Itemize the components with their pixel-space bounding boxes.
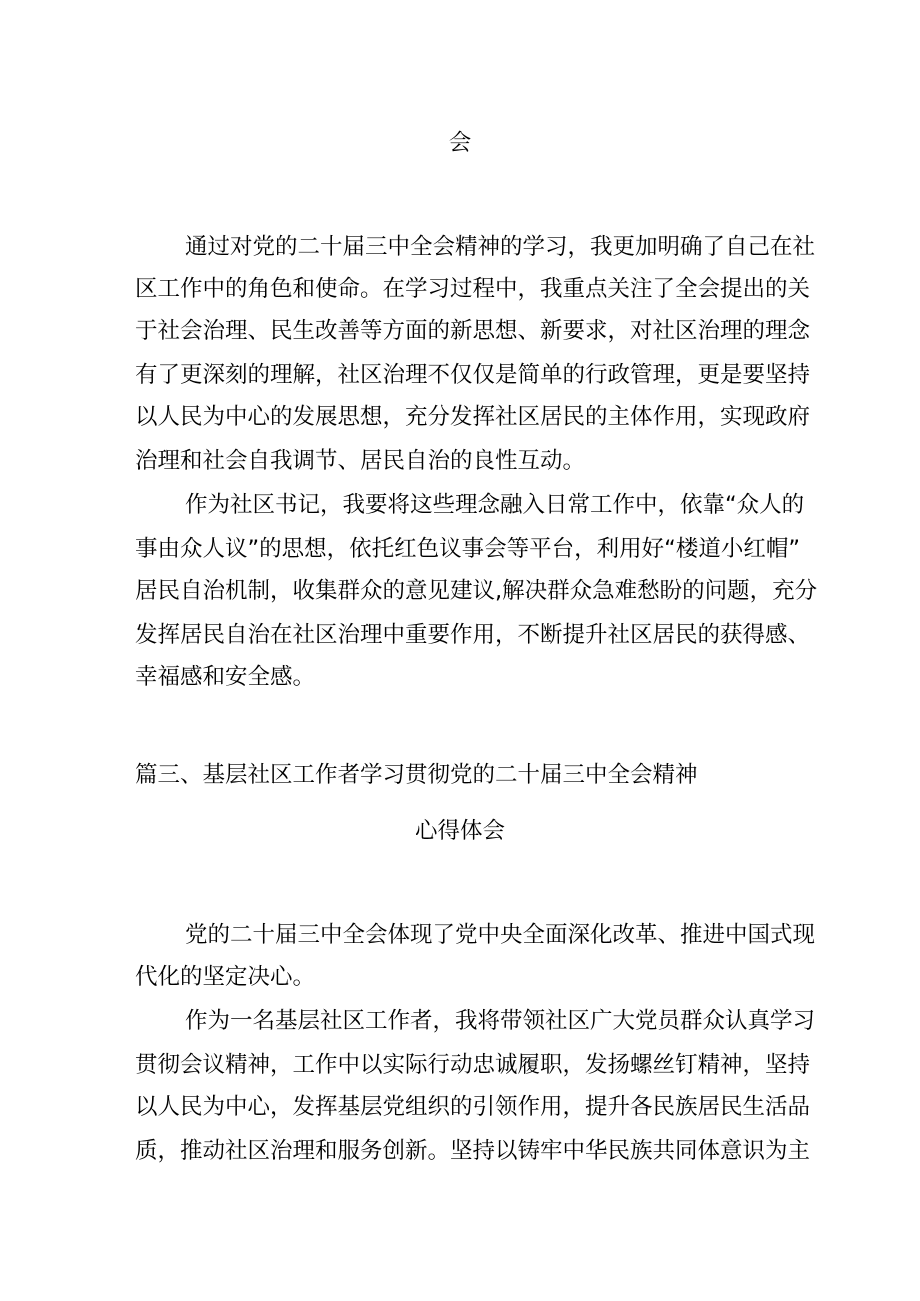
paragraph-line: 治理和社会自我调节、居民自治的良性互动。 <box>135 448 586 474</box>
paragraph-line: 党的二十届三中全会体现了党中央全面深化改革、推进中国式现 <box>185 922 816 948</box>
paragraph-line: 以人民为中心，发挥基层党组织的引领作用，提升各民族居民生活品 <box>135 1094 811 1120</box>
paragraph-line: 贯彻会议精神，工作中以实际行动忠诚履职，发扬螺丝钉精神，坚持 <box>135 1052 811 1078</box>
paragraph-line: 区工作中的角色和使命。在学习过程中，我重点关注了全会提出的关 <box>135 276 811 302</box>
paragraph-line: 有了更深刻的理解，社区治理不仅仅是简单的行政管理，更是要坚持 <box>135 362 811 388</box>
paragraph-line: 以人民为中心的发展思想，充分发挥社区居民的主体作用，实现政府 <box>135 404 811 430</box>
paragraph-line: 幸福感和安全感。 <box>135 664 316 690</box>
paragraph-line: 质，推动社区治理和服务创新。坚持以铸牢中华民族共同体意识为主 <box>135 1138 811 1164</box>
paragraph-line: 居民自治机制，收集群众的意见建议,解决群众急难愁盼的问题，充分 <box>135 578 818 604</box>
paragraph-line: 于社会治理、民生改善等方面的新思想、新要求，对社区治理的理念 <box>135 318 811 344</box>
paragraph-line: 事由众人议”的思想，依托红色议事会等平台，利用好“楼道小红帽” <box>135 536 800 562</box>
paragraph-line: 代化的坚定决心。 <box>135 964 316 990</box>
paragraph-line: 发挥居民自治在社区治理中重要作用，不断提升社区居民的获得感、 <box>135 622 811 648</box>
previous-title-fragment: 会 <box>448 130 472 156</box>
paragraph-line: 作为一名基层社区工作者，我将带领社区广大党员群众认真学习 <box>185 1008 816 1034</box>
section-title: 篇三、基层社区工作者学习贯彻党的二十届三中全会精神 <box>135 762 698 788</box>
paragraph-line: 通过对党的二十届三中全会精神的学习，我更加明确了自己在社 <box>185 234 816 260</box>
paragraph-line: 作为社区书记，我要将这些理念融入日常工作中，依靠“众人的 <box>185 492 805 518</box>
section-subtitle: 心得体会 <box>414 818 505 844</box>
